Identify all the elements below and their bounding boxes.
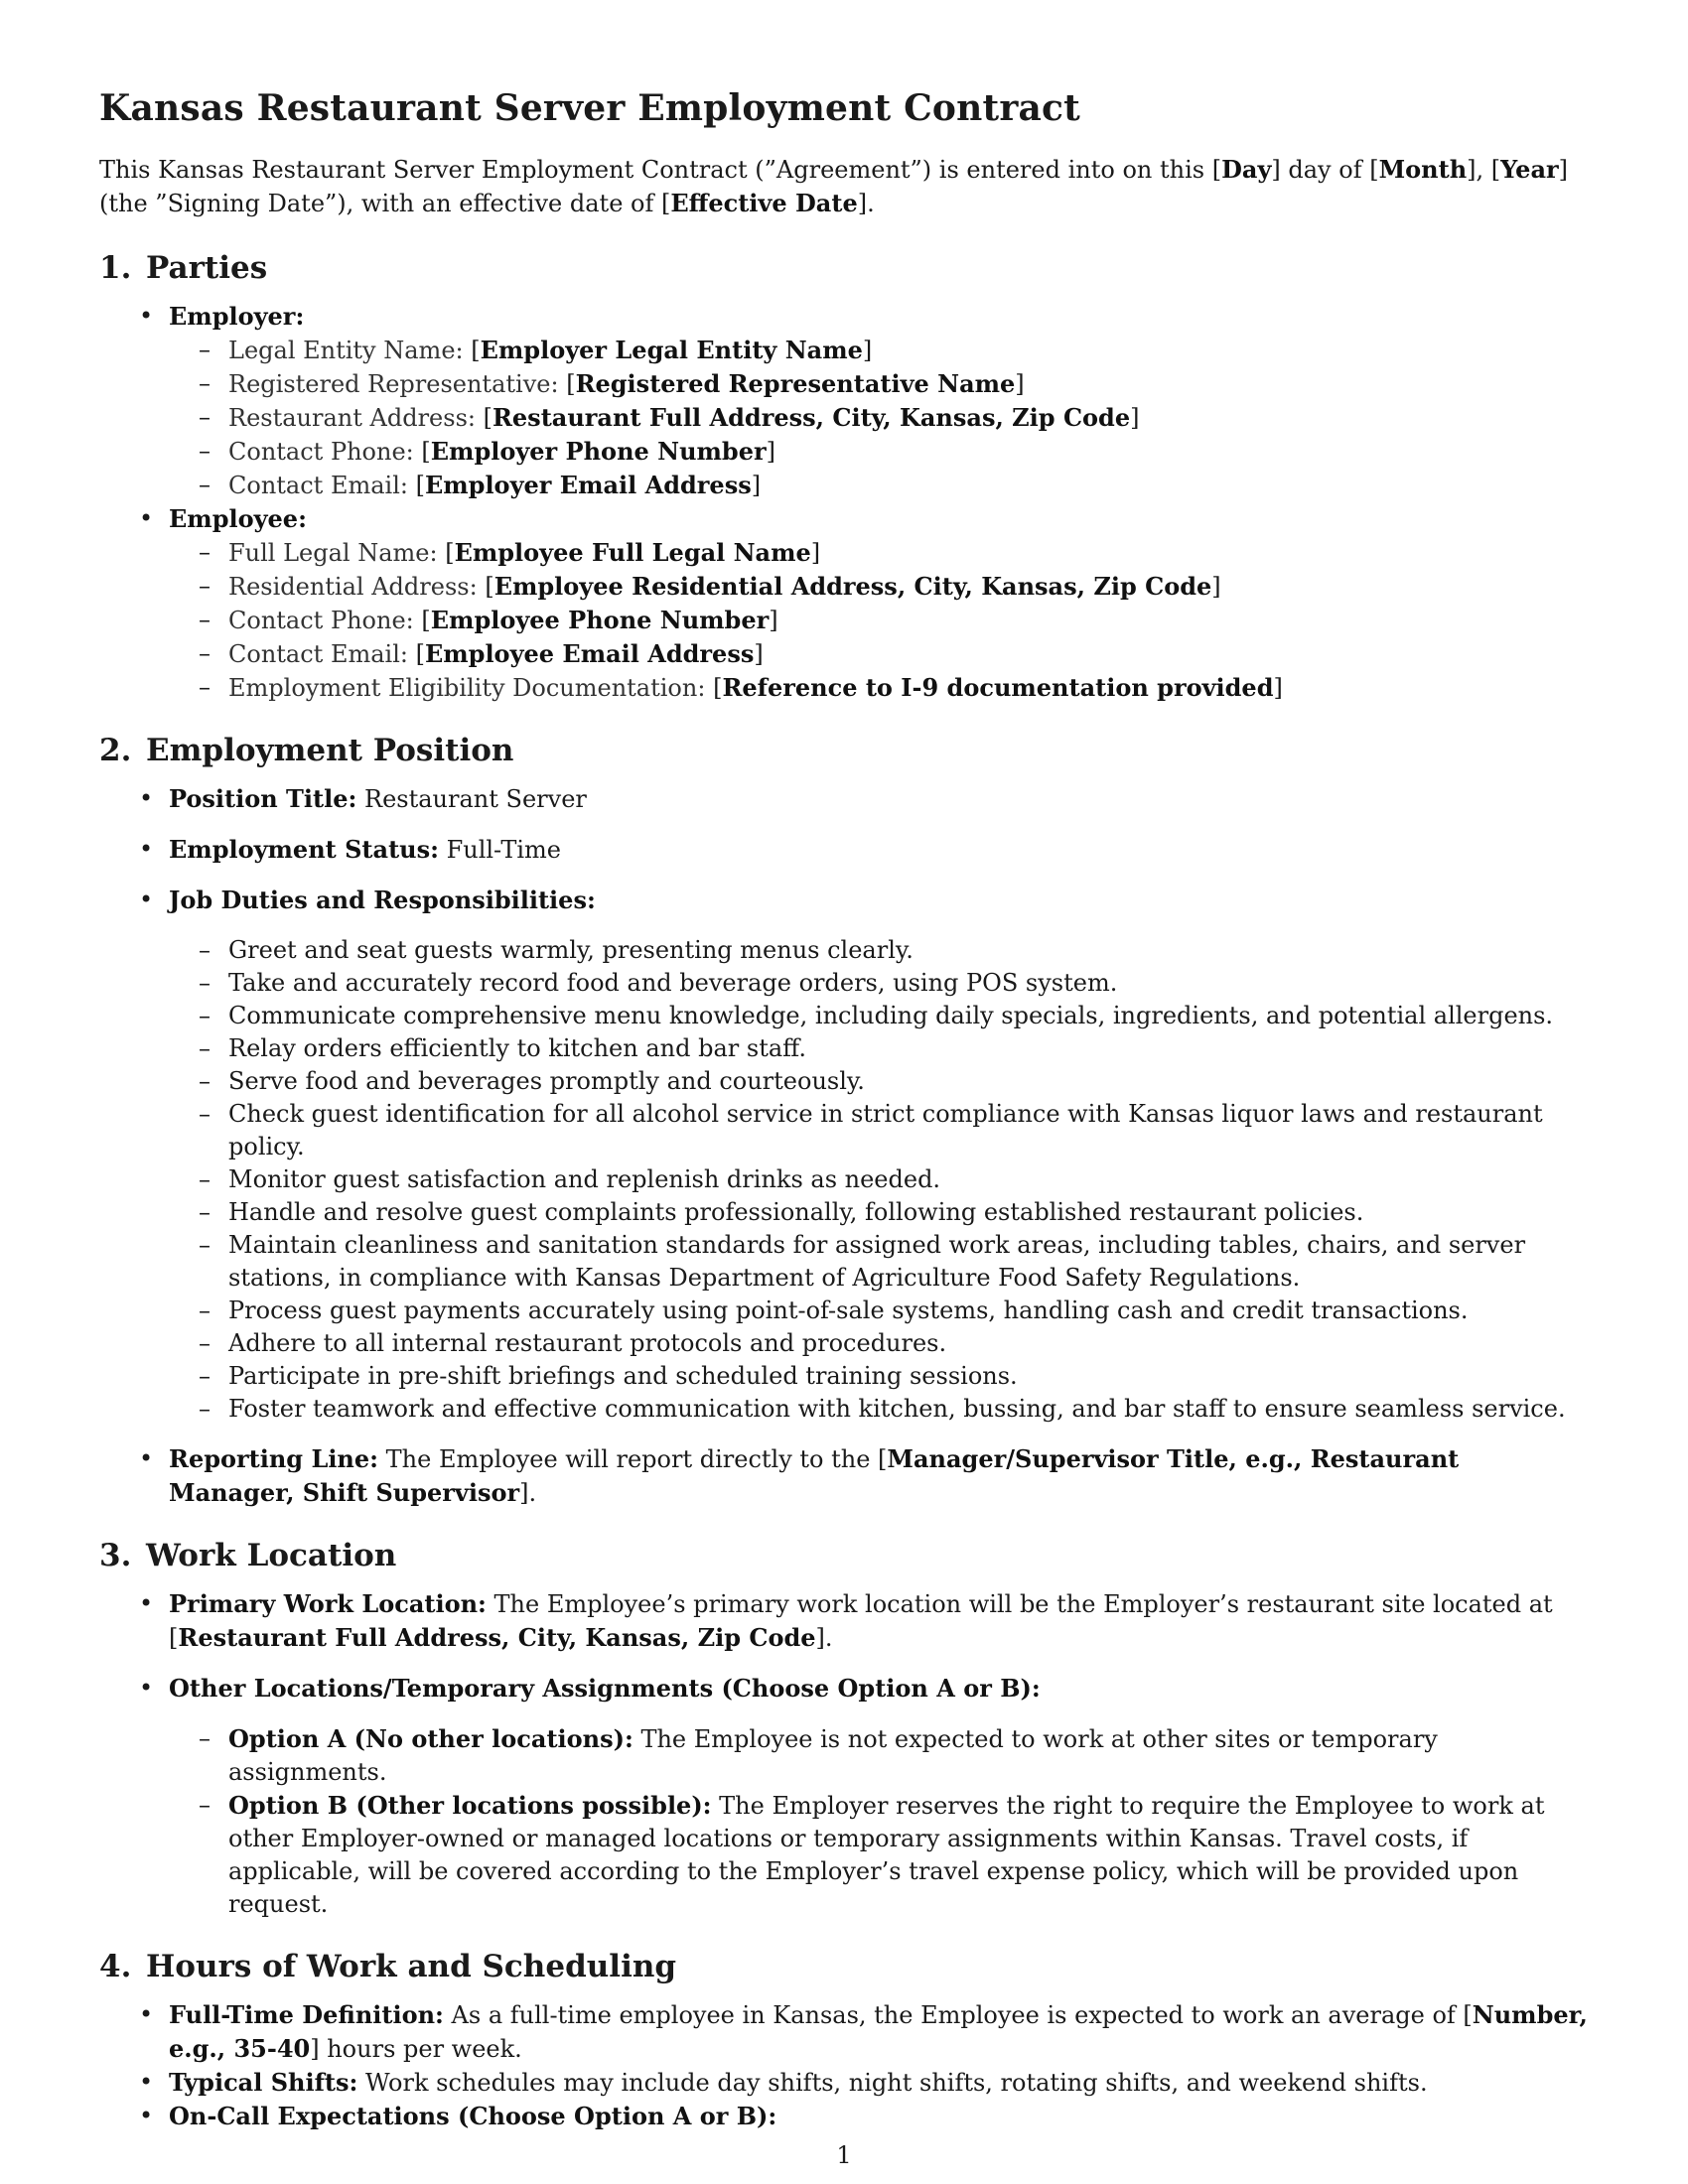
section-3-heading	[99, 1536, 1592, 1575]
list-item: – Employment Eligibility Documentation: [Reference to I-9 documentation provided]	[169, 671, 1592, 705]
list-item: – Residential Address: [Employee Residential Address, City, Kansas, Zip Code]	[169, 570, 1592, 604]
employer-details	[169, 334, 1592, 502]
parties-list	[99, 300, 1592, 705]
reporting-line-item: • Reporting Line: The Employee will report directly to the [Manager/Supervisor Title, e.g., Restaurant Manager, Shift Supervisor].	[99, 1442, 1592, 1510]
employer-item	[99, 300, 1592, 502]
list-item: – Contact Email: [Employer Email Address]	[169, 469, 1592, 502]
list-item: – Contact Phone: [Employee Phone Number]	[169, 604, 1592, 637]
intro-text: ] day of [	[1271, 156, 1379, 184]
list-item: – Greet and seat guests warmly, presenting menus clearly.	[169, 934, 1592, 967]
list-item: – Relay orders efficiently to kitchen and bar staff.	[169, 1032, 1592, 1065]
job-duties-item: • Job Duties and Responsibilities: – Greet and seat guests warmly, presenting menus clearly. – Take and accurately record food and beverage orders, using POS system. – Communicate comprehensive menu knowledge, including daily specials, ingredients, and potential allergens. – Relay orders efficiently to kitchen and bar staff. – Serve food and beverages promptly and courteously. – Check guest identification for all alcohol service in strict compliance with Kansas liquor laws and restaurant policy. – Monitor guest satisfaction and replenish drinks as needed. – Handle and resolve guest complaints professionally, following established restaurant policies. – Maintain cleanliness and sanitation standards for assigned work areas, including tables, chairs, and server stations, in compliance with Kansas Department of Agriculture Food Safety Regulations. – Process guest payments accurately using point-of-sale systems, handling cash and credit transactions. – Adhere to all internal restaurant protocols and procedures. – Participate in pre-shift briefings and scheduled training sessions. – Foster teamwork and effective communication with kitchen, bussing, and bar staff to ensure seamless service.	[99, 884, 1592, 1426]
section-1-heading	[99, 248, 1592, 288]
list-item: – Handle and resolve guest complaints professionally, following established restaurant policies.	[169, 1196, 1592, 1229]
intro-text: ] (the ”Signing Date”), with an effective date of [	[99, 156, 1569, 217]
section-title: Hours of Work and Scheduling	[146, 1949, 677, 1984]
list-item: – Legal Entity Name: [Employer Legal Entity Name]	[169, 334, 1592, 367]
section-number: 3.	[99, 1538, 132, 1573]
list-item: – Participate in pre-shift briefings and scheduled training sessions.	[169, 1360, 1592, 1393]
location-options	[169, 1722, 1592, 1921]
intro-text: ], [	[1467, 156, 1501, 184]
employment-status-item: • Employment Status: Full-Time	[99, 833, 1592, 867]
employee-item	[99, 502, 1592, 705]
option-b: – Option B (Other locations possible): The Employer reserves the right to require the Employee to work at other Employer-owned or managed locations or temporary assignments within Kansas. Travel costs, if applicable, will be covered according to the Employer’s travel expense policy, which will be provided upon request.	[169, 1789, 1592, 1921]
other-locations-item: • Other Locations/Temporary Assignments (Choose Option A or B): – Option A (No other locations): The Employee is not expected to work at other sites or temporary assignments. – Option B (Other locations possible): The Employer reserves the right to require the Employee to work at other Employer-owned or managed locations or temporary assignments within Kansas. Travel costs, if applicable, will be covered according to the Employer’s travel expense policy, which will be provided upon request.	[99, 1672, 1592, 1921]
list-item: – Process guest payments accurately using point-of-sale systems, handling cash and credit transactions.	[169, 1295, 1592, 1327]
full-time-definition-item: • Full-Time Definition: As a full-time employee in Kansas, the Employee is expected to work an average of [Number, e.g., 35-40] hours per week.	[99, 1998, 1592, 2066]
list-item: – Communicate comprehensive menu knowledge, including daily specials, ingredients, and potential allergens.	[169, 1000, 1592, 1032]
month-placeholder: Month	[1378, 155, 1468, 184]
intro-text: This Kansas Restaurant Server Employment Contract (”Agreement”) is entered into on this [	[99, 156, 1222, 184]
year-placeholder: Year	[1500, 155, 1559, 184]
list-item: – Maintain cleanliness and sanitation standards for assigned work areas, including tables, chairs, and server stations, in compliance with Kansas Department of Agriculture Food Safety Regulations.	[169, 1229, 1592, 1295]
list-item: – Check guest identification for all alcohol service in strict compliance with Kansas liquor laws and restaurant policy.	[169, 1098, 1592, 1163]
list-item: – Registered Representative: [Registered Representative Name]	[169, 367, 1592, 401]
list-item: – Full Legal Name: [Employee Full Legal Name]	[169, 536, 1592, 570]
effective-date-placeholder: Effective Date	[670, 189, 858, 217]
intro-paragraph	[99, 153, 1592, 220]
section-number: 2.	[99, 733, 132, 768]
intro-text: ].	[857, 190, 875, 217]
section-title: Employment Position	[146, 733, 514, 768]
list-item: – Contact Phone: [Employer Phone Number]	[169, 435, 1592, 469]
option-a: – Option A (No other locations): The Employee is not expected to work at other sites or temporary assignments.	[169, 1722, 1592, 1789]
typical-shifts-item: • Typical Shifts: Work schedules may include day shifts, night shifts, rotating shifts, and weekend shifts.	[99, 2066, 1592, 2100]
document-title: Kansas Restaurant Server Employment Contract	[99, 87, 1080, 129]
list-item: – Serve food and beverages promptly and courteously.	[169, 1065, 1592, 1098]
location-list	[99, 1587, 1592, 1921]
list-item: – Monitor guest satisfaction and replenish drinks as needed.	[169, 1163, 1592, 1196]
hours-list	[99, 1998, 1592, 2133]
section-number: 1.	[99, 250, 132, 286]
on-call-item: • On-Call Expectations (Choose Option A or B):	[99, 2100, 1592, 2133]
section-4-heading	[99, 1947, 1592, 1986]
section-number: 4.	[99, 1949, 132, 1984]
list-item: – Contact Email: [Employee Email Address]	[169, 637, 1592, 671]
document-body	[99, 85, 1592, 2159]
list-item: – Foster teamwork and effective communication with kitchen, bussing, and bar staff to ensure seamless service.	[169, 1393, 1592, 1426]
list-item: – Restaurant Address: [Restaurant Full Address, City, Kansas, Zip Code]	[169, 401, 1592, 435]
page-number: 1	[836, 2141, 852, 2169]
list-item: – Take and accurately record food and beverage orders, using POS system.	[169, 967, 1592, 1000]
section-title: Work Location	[146, 1538, 397, 1573]
employee-details	[169, 536, 1592, 705]
position-title-item: • Position Title: Restaurant Server	[99, 782, 1592, 816]
list-item: – Adhere to all internal restaurant protocols and procedures.	[169, 1327, 1592, 1360]
job-duties-list	[169, 934, 1592, 1426]
section-2-heading	[99, 731, 1592, 770]
day-placeholder: Day	[1221, 155, 1272, 184]
employee-label: Employee:	[169, 504, 307, 533]
section-title: Parties	[146, 250, 268, 286]
employer-label: Employer:	[169, 302, 305, 331]
primary-location-item: • Primary Work Location: The Employee’s primary work location will be the Employer’s restaurant site located at [Restaurant Full Address, City, Kansas, Zip Code].	[99, 1587, 1592, 1655]
position-list	[99, 782, 1592, 1510]
